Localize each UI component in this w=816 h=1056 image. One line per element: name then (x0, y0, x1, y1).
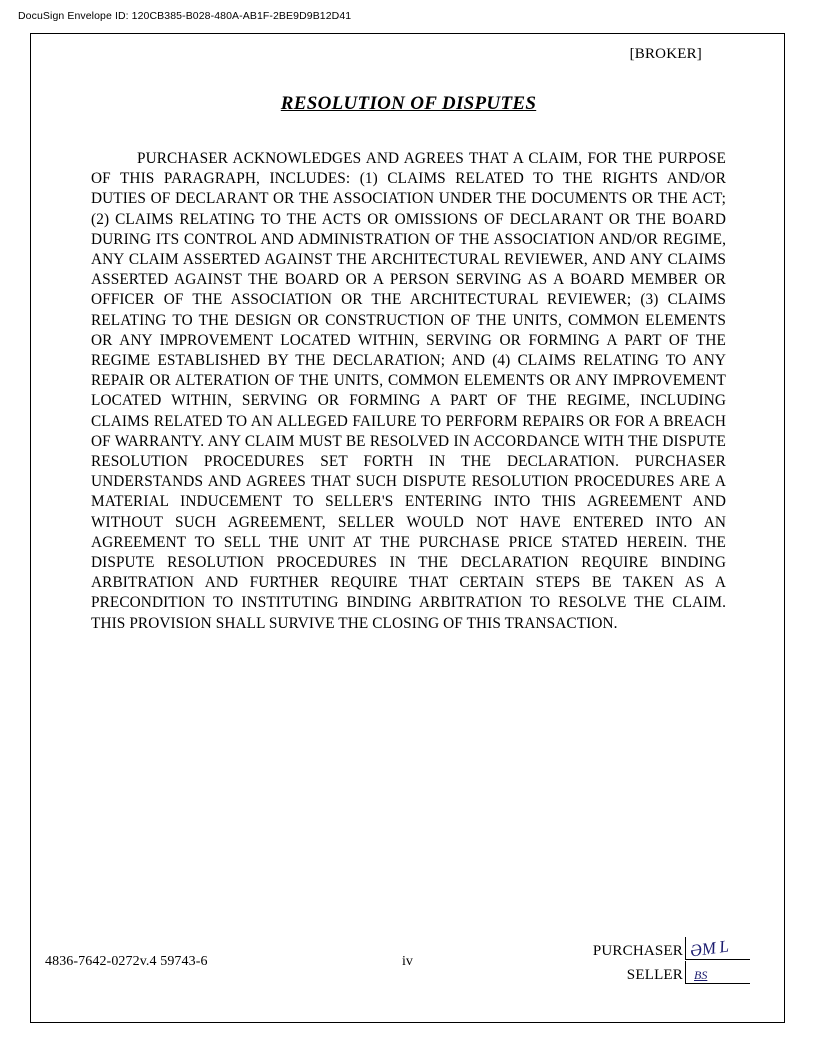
seller-signature-field[interactable] (685, 961, 750, 984)
purchaser-signature-mark: ƏM L (688, 936, 730, 961)
resolution-of-disputes-paragraph: PURCHASER ACKNOWLEDGES AND AGREES THAT A CLAIM, FOR THE PURPOSE OF THIS PARAGRAPH, INCLUDES: (1) CLAIMS RELATED TO THE RIGHTS AND/OR DUTIES OF DECLARANT OR THE ASSOCIATION UNDER THE DOCUMENTS OR THE ACT; (2) CLAIMS RELATING TO THE ACTS OR OMISSIONS OF DECLARANT OR THE BOARD DURING ITS CONTROL AND ADMINISTRATION OF THE ASSOCIATION AND/OR REGIME, ANY CLAIM ASSERTED AGAINST THE ARCHITECTURAL REVIEWER, AND ANY CLAIMS ASSERTED AGAINST THE BOARD OR A PERSON SERVING AS A BOARD MEMBER OR OFFICER OF THE ASSOCIATION OR THE ARCHITECTURAL REVIEWER; (3) CLAIMS RELATING TO THE DESIGN OR CONSTRUCTION OF THE UNITS, COMMON ELEMENTS OR ANY IMPROVEMENT LOCATED WITHIN, SERVING OR FORMING A PART OF THE REGIME ESTABLISHED BY THE DECLARATION; AND (4) CLAIMS RELATING TO ANY REPAIR OR ALTERATION OF THE UNITS, COMMON ELEMENTS OR ANY IMPROVEMENT LOCATED WITHIN, SERVING OR FORMING A PART OF THE REGIME, INCLUDING CLAIMS RELATED TO AN ALLEGED FAILURE TO PERFORM REPAIRS OR FOR A BREACH OF WARRANTY. ANY CLAIM MUST BE RESOLVED IN ACCORDANCE WITH THE DISPUTE RESOLUTION PROCEDURES SET FORTH IN THE DECLARATION. PURCHASER UNDERSTANDS AND AGREES THAT SUCH DISPUTE RESOLUTION PROCEDURES ARE A MATERIAL INDUCEMENT TO SELLER'S ENTERING INTO THIS AGREEMENT AND WITHOUT SUCH AGREEMENT, SELLER WOULD NOT HAVE ENTERED INTO AN AGREEMENT TO SELL THE UNIT AT THE PURCHASE PRICE STATED HEREIN. THE DISPUTE RESOLUTION PROCEDURES IN THE DECLARATION REQUIRE BINDING ARBITRATION AND FURTHER REQUIRE THAT CERTAIN STEPS BE TAKEN AS A PRECONDITION TO INSTITUTING BINDING ARBITRATION TO RESOLVE THE CLAIM. THIS PROVISION SHALL SURVIVE THE CLOSING OF THIS TRANSACTION. (91, 150, 726, 632)
seller-signature-row (520, 960, 750, 984)
signature-block (520, 936, 750, 984)
page-footer (31, 936, 784, 1000)
purchaser-label: PURCHASER (592, 943, 683, 959)
seller-initials-mark: BS (694, 968, 708, 982)
page-title: RESOLUTION OF DISPUTES (280, 93, 537, 114)
document-page (30, 33, 785, 1023)
purchaser-signature-row (520, 936, 750, 960)
seller-label: SELLER (626, 967, 683, 983)
page-number: iv (402, 954, 413, 969)
page-content (91, 46, 726, 634)
purchaser-signature-field[interactable] (685, 937, 750, 960)
docusign-envelope-id: DocuSign Envelope ID: 120CB385-B028-480A-AB1F-2BE9D9B12D41 (18, 10, 352, 22)
document-reference: 4836-7642-0272v.4 59743-6 (45, 954, 208, 969)
broker-marker: [BROKER] (629, 46, 702, 62)
